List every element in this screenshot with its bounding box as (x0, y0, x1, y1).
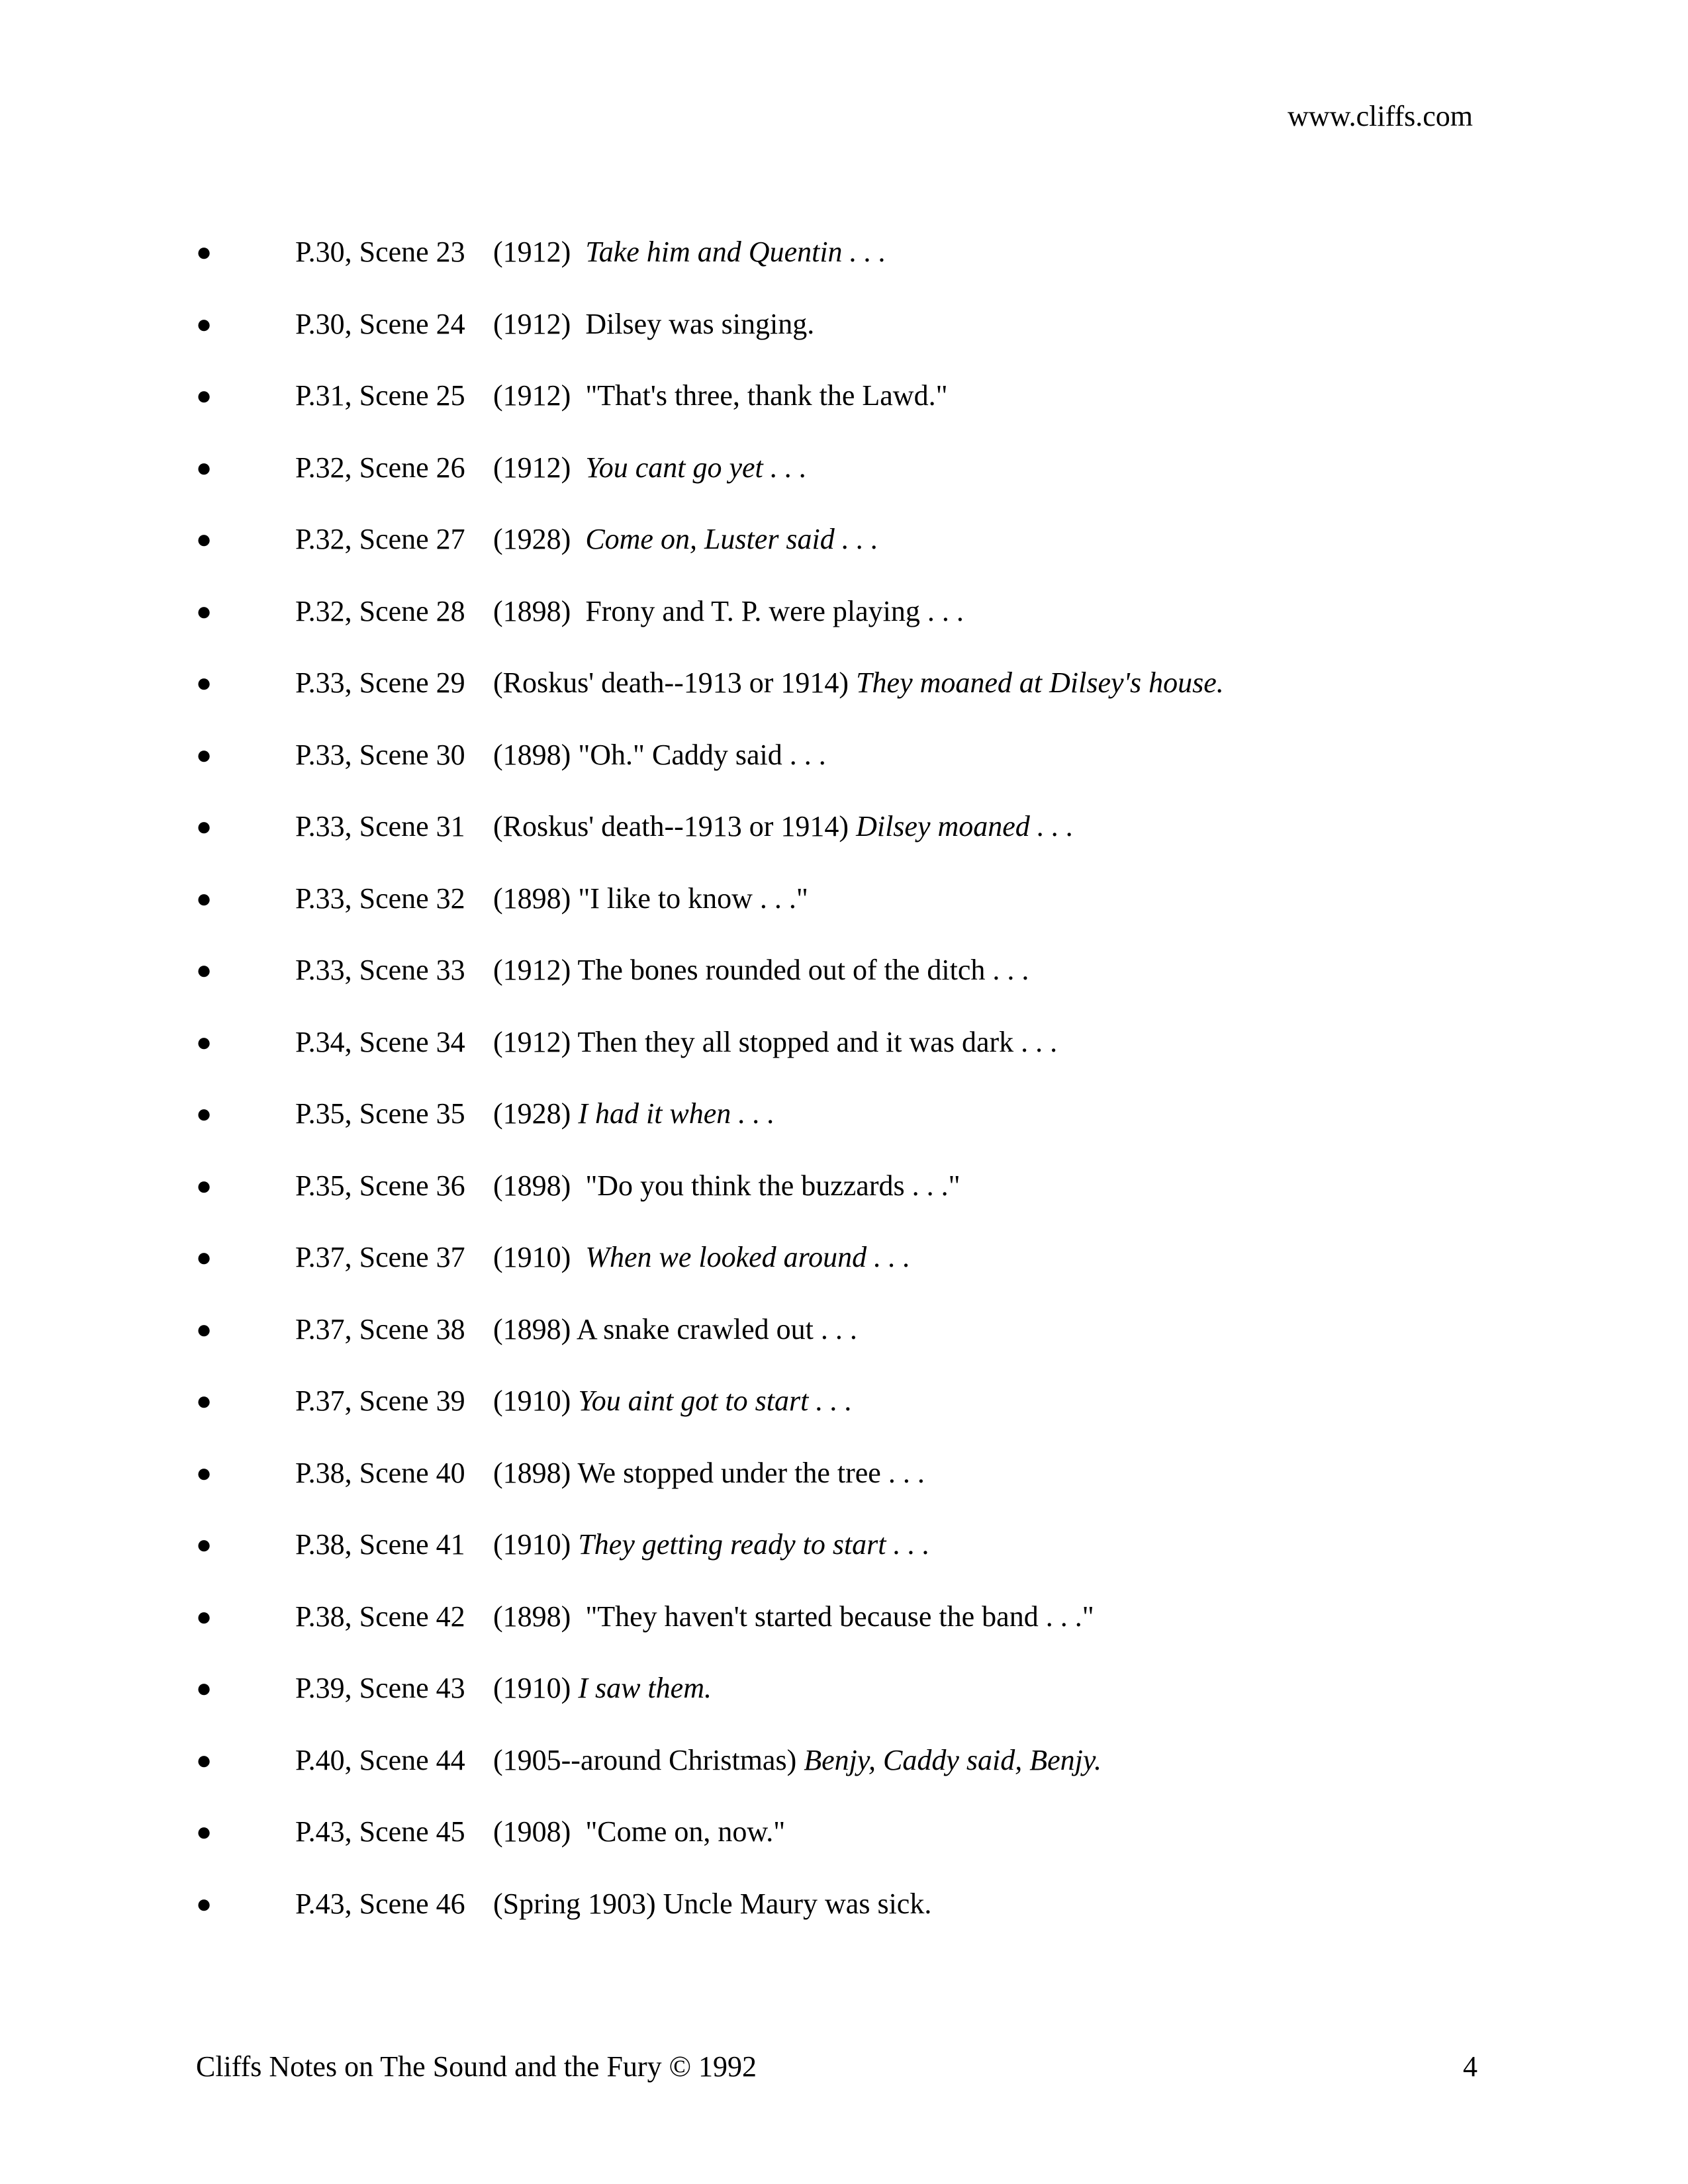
scene-description (493, 307, 814, 341)
scene-date: (1912) (493, 954, 571, 986)
bullet-icon: ● (196, 1386, 212, 1416)
scene-reference: P.38, Scene 41 (295, 1528, 465, 1561)
scene-date: (1910) (493, 1672, 571, 1704)
scene-opening-line: When we looked around . . . (585, 1241, 911, 1273)
scene-description (493, 738, 826, 772)
bullet-icon: ● (196, 1673, 212, 1703)
scene-description (493, 666, 1224, 700)
bullet-icon: ● (196, 1745, 212, 1775)
scene-reference: P.43, Scene 46 (295, 1887, 465, 1920)
scene-item (0, 1815, 1688, 1887)
scene-reference: P.38, Scene 42 (295, 1600, 465, 1633)
scene-item (0, 1097, 1688, 1169)
scene-item (0, 1527, 1688, 1600)
scene-description (493, 379, 948, 413)
scene-item (0, 1025, 1688, 1097)
scene-reference: P.33, Scene 31 (295, 810, 465, 842)
scene-description (493, 882, 808, 916)
footer-title: Cliffs Notes on The Sound and the Fury © 1992 (196, 2050, 757, 2083)
scene-opening-line: The bones rounded out of the ditch . . . (577, 954, 1029, 986)
bullet-icon: ● (196, 1099, 212, 1128)
bullet-icon: ● (196, 452, 212, 482)
scene-item (0, 738, 1688, 810)
scene-item (0, 594, 1688, 666)
bullet-icon: ● (196, 739, 212, 770)
scene-date: (Roskus' death--1913 or 1914) (493, 666, 849, 699)
scene-item (0, 451, 1688, 523)
scene-description (493, 235, 886, 269)
bullet-icon: ● (196, 1529, 212, 1559)
scene-description (493, 1169, 961, 1203)
scene-reference: P.33, Scene 32 (295, 882, 465, 915)
scene-item (0, 1456, 1688, 1528)
scene-reference: P.33, Scene 29 (295, 666, 465, 699)
scene-description (493, 1456, 925, 1490)
scene-opening-line: Uncle Maury was sick. (663, 1887, 932, 1920)
scene-description (493, 1527, 930, 1562)
scene-reference: P.40, Scene 44 (295, 1743, 465, 1776)
scene-reference: P.35, Scene 35 (295, 1097, 465, 1130)
scene-date: (1912) (493, 1025, 571, 1058)
scene-reference: P.32, Scene 27 (295, 523, 465, 555)
scene-date: (1898) (493, 1456, 571, 1489)
scene-description (493, 594, 964, 629)
bullet-icon: ● (196, 1601, 212, 1631)
scene-date: (1928) (493, 1097, 571, 1130)
scene-opening-line: You aint got to start . . . (578, 1385, 853, 1417)
scene-reference: P.32, Scene 26 (295, 451, 465, 484)
bullet-icon: ● (196, 524, 212, 554)
scene-reference: P.33, Scene 30 (295, 738, 465, 771)
scene-description (493, 1240, 910, 1275)
scene-reference: P.37, Scene 38 (295, 1312, 465, 1345)
scene-description (493, 1025, 1057, 1060)
bullet-icon: ● (196, 1314, 212, 1344)
scene-item (0, 379, 1688, 451)
scene-description (493, 1815, 785, 1849)
scene-reference: P.30, Scene 24 (295, 307, 465, 340)
scene-opening-line: You cant go yet . . . (585, 451, 807, 484)
scene-item (0, 882, 1688, 954)
scene-opening-line: Frony and T. P. were playing . . . (585, 594, 964, 627)
page-number: 4 (1463, 2050, 1477, 2083)
scene-item (0, 1887, 1688, 1959)
scene-opening-line: "That's three, thank the Lawd." (585, 379, 948, 412)
scene-opening-line: "Oh." Caddy said . . . (578, 738, 826, 771)
scene-date: (1910) (493, 1528, 571, 1561)
bullet-icon: ● (196, 308, 212, 339)
bullet-icon: ● (196, 237, 212, 267)
scene-date: (1910) (493, 1385, 571, 1417)
bullet-icon: ● (196, 1457, 212, 1488)
scene-item (0, 235, 1688, 307)
scene-date: (1898) (493, 738, 571, 771)
scene-reference: P.37, Scene 39 (295, 1385, 465, 1417)
bullet-icon: ● (196, 1242, 212, 1272)
scene-date: (1898) (493, 1312, 571, 1345)
scene-item (0, 1671, 1688, 1743)
scene-date: (1928) (493, 523, 571, 555)
scene-opening-line: Then they all stopped and it was dark . . . (577, 1025, 1058, 1058)
scene-item (0, 1600, 1688, 1672)
scene-opening-line: A snake crawled out . . . (576, 1312, 857, 1345)
scene-opening-line: Take him and Quentin . . . (585, 236, 886, 268)
scene-date: (1912) (493, 451, 571, 484)
scene-opening-line: "Come on, now." (585, 1815, 786, 1848)
scene-reference: P.32, Scene 28 (295, 594, 465, 627)
scene-reference: P.39, Scene 43 (295, 1672, 465, 1704)
scene-opening-line: I had it when . . . (578, 1097, 775, 1130)
scene-item (0, 809, 1688, 882)
scene-date: (1898) (493, 1169, 571, 1202)
scene-opening-line: They getting ready to start . . . (578, 1528, 930, 1561)
bullet-icon: ● (196, 955, 212, 985)
scene-date: (1912) (493, 236, 571, 268)
bullet-icon: ● (196, 811, 212, 841)
scene-item (0, 1312, 1688, 1385)
bullet-icon: ● (196, 381, 212, 410)
scene-date: (1912) (493, 307, 571, 340)
scene-description (493, 522, 878, 557)
scene-date: (1898) (493, 594, 571, 627)
scene-item (0, 953, 1688, 1025)
scene-reference: P.37, Scene 37 (295, 1241, 465, 1273)
bullet-icon: ● (196, 1026, 212, 1057)
bullet-icon: ● (196, 883, 212, 913)
scene-reference: P.30, Scene 23 (295, 236, 465, 268)
scene-description (493, 1097, 774, 1131)
scene-reference: P.34, Scene 34 (295, 1025, 465, 1058)
scene-date: (1910) (493, 1241, 571, 1273)
header-url: www.cliffs.com (1288, 100, 1473, 132)
scene-opening-line: Benjy, Caddy said, Benjy. (804, 1743, 1102, 1776)
scene-item (0, 1384, 1688, 1456)
scene-opening-line: "I like to know . . ." (578, 882, 808, 915)
scene-date: (1908) (493, 1815, 571, 1848)
scene-opening-line: "Do you think the buzzards . . ." (585, 1169, 961, 1202)
scene-item (0, 307, 1688, 379)
scene-reference: P.38, Scene 40 (295, 1456, 465, 1489)
scene-opening-line: Come on, Luster said . . . (585, 523, 878, 555)
scene-reference: P.33, Scene 33 (295, 954, 465, 986)
scene-item (0, 666, 1688, 738)
scene-date: (1905--around Christmas) (493, 1743, 797, 1776)
scene-date: (1898) (493, 1600, 571, 1633)
scene-opening-line: "They haven't started because the band . . ." (585, 1600, 1094, 1633)
bullet-icon: ● (196, 596, 212, 626)
scene-date: (Roskus' death--1913 or 1914) (493, 810, 849, 842)
scene-item (0, 1743, 1688, 1815)
scene-opening-line: I saw them. (578, 1672, 712, 1704)
scene-opening-line: They moaned at Dilsey's house. (856, 666, 1224, 699)
scene-date: (1912) (493, 379, 571, 412)
scene-description (493, 1887, 931, 1921)
scene-description (493, 953, 1029, 987)
scene-description (493, 809, 1074, 844)
scene-date: (Spring 1903) (493, 1887, 656, 1920)
scene-description (493, 1671, 712, 1706)
bullet-icon: ● (196, 1817, 212, 1846)
scene-opening-line: Dilsey moaned . . . (856, 810, 1074, 842)
scene-opening-line: Dilsey was singing. (585, 307, 815, 340)
scene-opening-line: We stopped under the tree . . . (577, 1456, 925, 1489)
scene-item (0, 1169, 1688, 1241)
bullet-icon: ● (196, 1888, 212, 1919)
scene-reference: P.35, Scene 36 (295, 1169, 465, 1202)
scene-description (493, 1743, 1102, 1778)
scene-description (493, 1600, 1094, 1634)
scene-item (0, 1240, 1688, 1312)
scene-item (0, 522, 1688, 594)
scene-description (493, 451, 807, 485)
scene-description (493, 1312, 857, 1347)
bullet-icon: ● (196, 1170, 212, 1201)
bullet-icon: ● (196, 668, 212, 698)
scene-list (0, 235, 1688, 1958)
scene-date: (1898) (493, 882, 571, 915)
scene-reference: P.31, Scene 25 (295, 379, 465, 412)
scene-description (493, 1384, 852, 1418)
scene-reference: P.43, Scene 45 (295, 1815, 465, 1848)
